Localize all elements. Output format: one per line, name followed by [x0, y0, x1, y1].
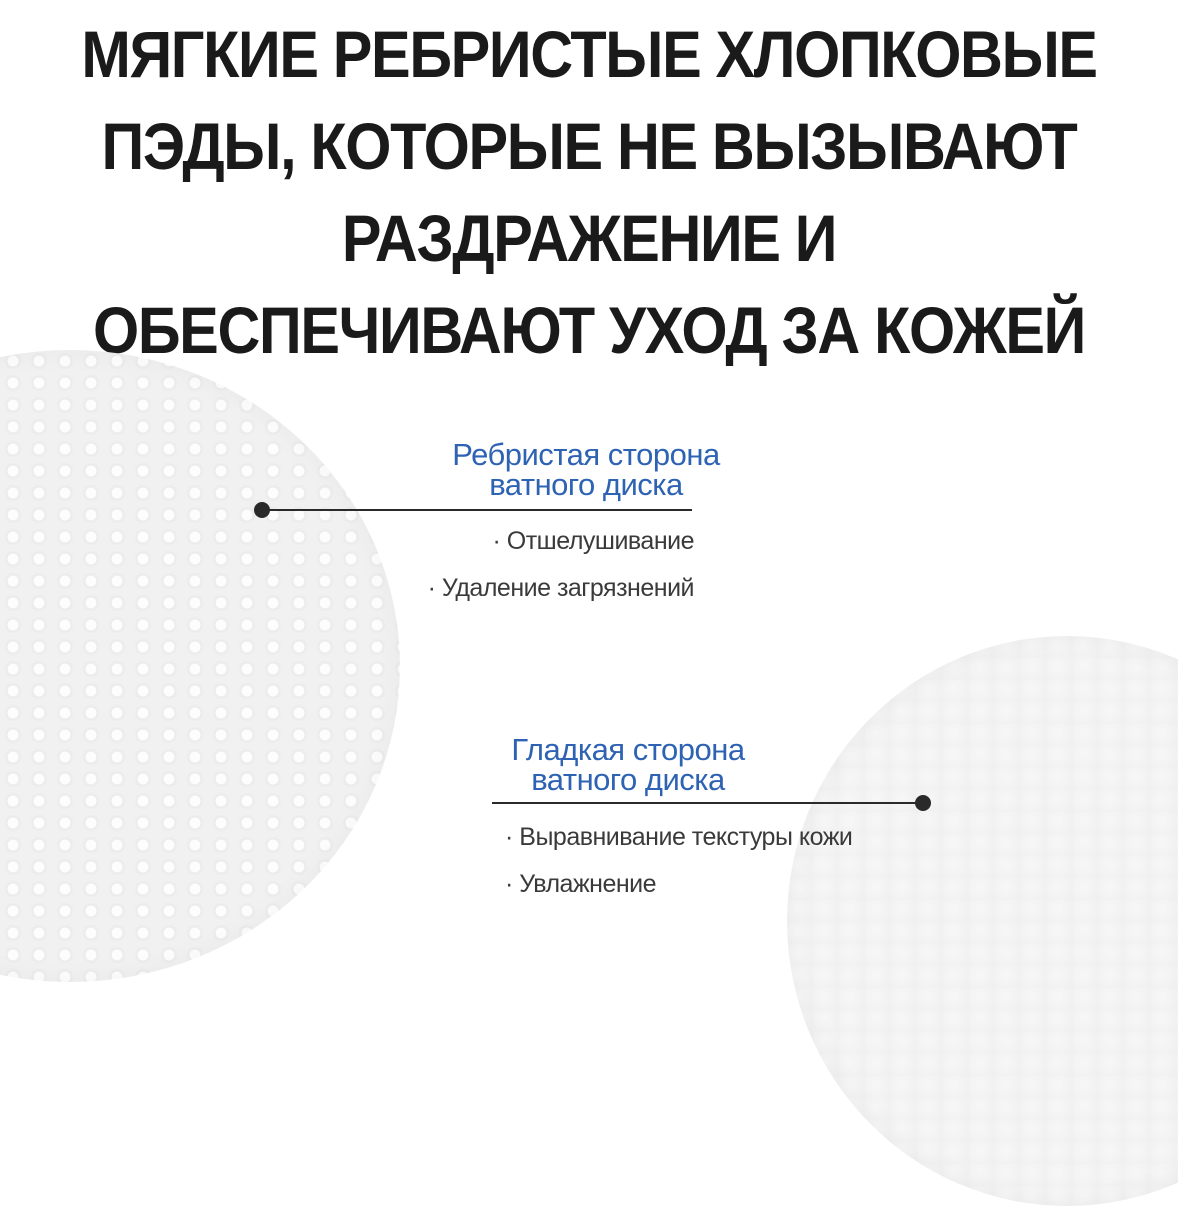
ribbed-leader-line — [262, 509, 692, 511]
smooth-pointer-dot — [915, 795, 931, 811]
smooth-leader-line — [492, 802, 922, 804]
smooth-side-title-line: ватного диска — [531, 762, 725, 797]
headline-line: МЯГКИЕ РЕБРИСТЫЕ ХЛОПКОВЫЕ — [81, 17, 1097, 91]
headline-line: ОБЕСПЕЧИВАЮТ УХОД ЗА КОЖЕЙ — [92, 293, 1086, 367]
headline-line: ПЭДЫ, КОТОРЫЕ НЕ ВЫЗЫВАЮТ — [101, 109, 1077, 183]
ribbed-side-title — [436, 437, 736, 502]
smooth-cotton-pad-image — [787, 636, 1178, 1206]
ribbed-benefit-item: · Отшелушивание — [492, 527, 694, 555]
smooth-side-title — [488, 732, 768, 797]
headline-line: РАЗДРАЖЕНИЕ И — [341, 201, 837, 275]
ribbed-pointer-dot — [254, 502, 270, 518]
smooth-side-title-line: Гладкая сторона — [511, 732, 745, 767]
ribbed-side-title-line: ватного диска — [489, 467, 683, 502]
ribbed-benefit-item: · Удаление загрязнений — [427, 574, 694, 602]
smooth-benefit-item: · Выравнивание текстуры кожи — [505, 823, 853, 851]
smooth-benefit-item: · Увлажнение — [505, 870, 657, 898]
ribbed-side-title-line: Ребристая сторона — [452, 437, 720, 472]
headline — [0, 8, 1178, 376]
ribbed-cotton-pad-image — [0, 350, 400, 982]
